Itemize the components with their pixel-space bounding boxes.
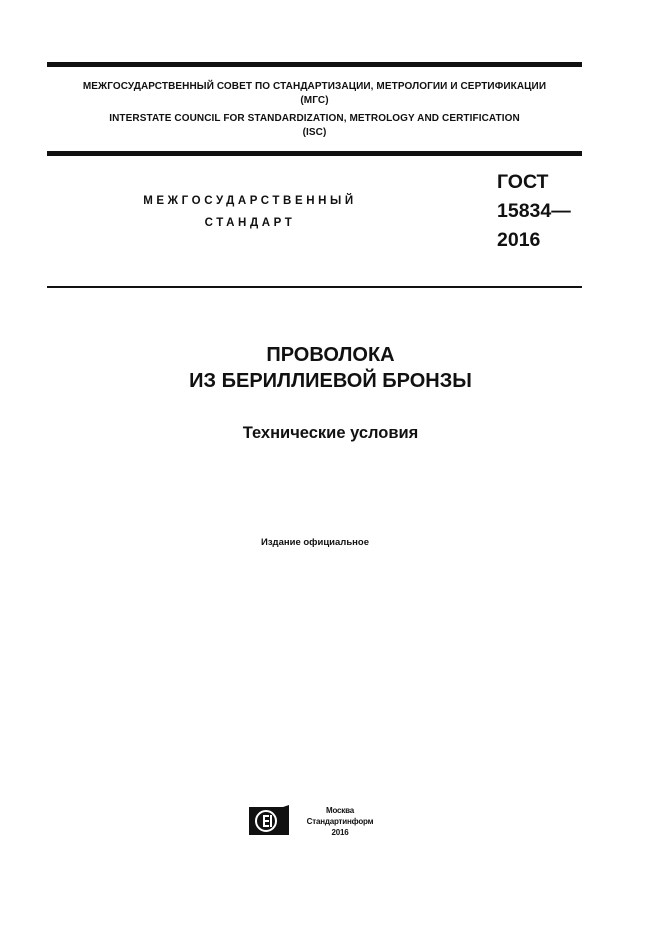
document-title [0,342,661,394]
edition-label: Издание официальное [261,537,369,548]
publisher-city: Москва [326,806,354,815]
top-rule [47,62,582,67]
standard-kind [100,190,400,234]
council-name-en [47,112,582,140]
council-en-abbr: (ISC) [302,127,327,138]
standard-kind-line1: МЕЖГОСУДАРСТВЕННЫЙ [143,195,357,207]
bottom-rule [47,286,582,288]
council-name-ru [47,80,582,108]
council-en-line1: INTERSTATE COUNCIL FOR STANDARDIZATION, METROLOGY AND CERTIFICATION [109,113,520,124]
council-ru-abbr: (МГС) [300,95,329,106]
council-ru-line1: МЕЖГОСУДАРСТВЕННЫЙ СОВЕТ ПО СТАНДАРТИЗАЦИИ, МЕТРОЛОГИИ И СЕРТИФИКАЦИИ [82,81,547,92]
publisher-name: Стандартинформ [306,817,374,826]
gost-year: 2016 [497,229,541,251]
publisher-imprint [290,805,390,838]
gost-code: ГОСТ [497,171,549,193]
standard-kind-line2: СТАНДАРТ [204,217,296,229]
middle-rule [47,151,582,156]
document-title-line1: ПРОВОЛОКА [266,344,395,366]
gost-designation [497,168,571,255]
document-title-line2: ИЗ БЕРИЛЛИЕВОЙ БРОНЗЫ [189,370,472,392]
publisher-logo-icon [249,805,289,837]
publisher-year: 2016 [331,828,349,837]
document-subtitle: Технические условия [242,424,419,442]
gost-number: 15834— [497,200,571,222]
